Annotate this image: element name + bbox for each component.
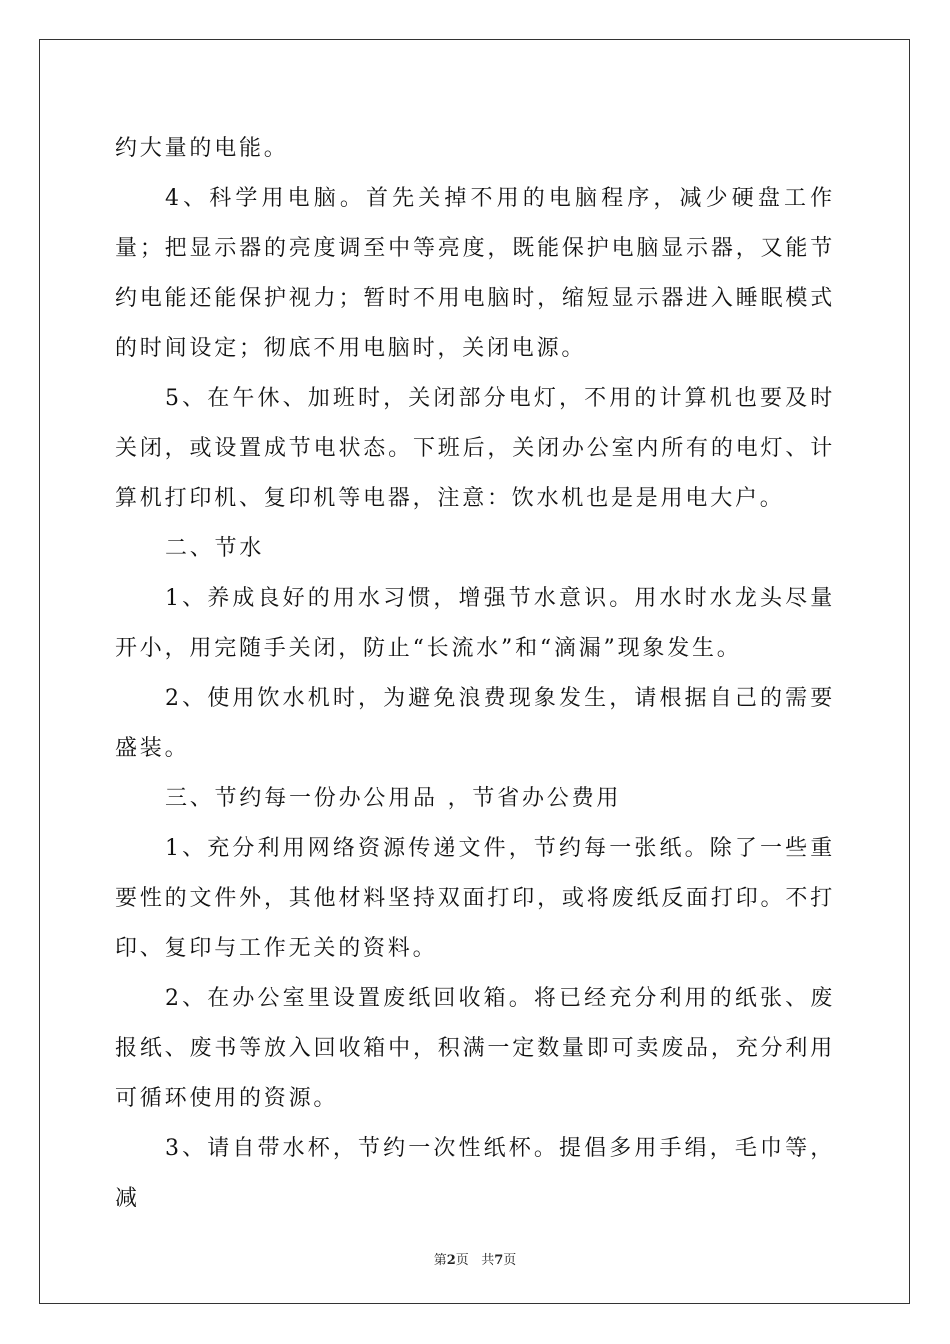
footer-page-number: 2 [446,1253,456,1268]
section-heading-supplies: 三、节约每一份办公用品 ，节省办公费用 [165,786,622,811]
footer-total-suffix: 页 [503,1253,517,1268]
paragraph-9: 3、请自带水杯，节约一次性纸杯。提倡多用手绢，毛巾等，减 [115,1136,835,1211]
paragraph-0: 约大量的电能。 [115,136,289,161]
paragraph-2: 5、在午休、加班时，关闭部分电灯，不用的计算机也要及时关闭，或设置成节电状态。下班后，关闭办公室内所有的电灯、计算机打印机、复印机等电器，注意：饮水机也是是用电大户。 [115,386,835,511]
paragraph-4: 1、养成良好的用水习惯，增强节水意识。用水时水龙头尽量开小，用完随手关闭，防止“长流水”和“滴漏”现象发生。 [115,586,835,661]
paragraph-8: 2、在办公室里设置废纸回收箱。将已经充分利用的纸张、废报纸、废书等放入回收箱中，积满一定数量即可卖废品，充分利用可循环使用的资源。 [115,986,835,1111]
page-footer [0,1249,950,1268]
paragraph-5: 2、使用饮水机时，为避免浪费现象发生，请根据自己的需要盛装。 [115,686,835,761]
document-body [115,124,835,1224]
section-heading-water: 二、节水 [165,536,265,561]
footer-prefix: 第 [433,1253,447,1268]
footer-total-prefix: 共 [481,1253,495,1268]
footer-total-pages: 7 [494,1253,504,1268]
footer-page-suffix: 页 [455,1253,469,1268]
paragraph-7: 1、充分利用网络资源传递文件，节约每一张纸。除了一些重要性的文件外，其他材料坚持双面打印，或将废纸反面打印。不打印、复印与工作无关的资料。 [115,836,835,961]
paragraph-1: 4、科学用电脑。首先关掉不用的电脑程序，减少硬盘工作量；把显示器的亮度调至中等亮度，既能保护电脑显示器，又能节约电能还能保护视力；暂时不用电脑时，缩短显示器进入睡眠模式的时间设定；彻底不用电脑时，关闭电源。 [115,186,835,361]
